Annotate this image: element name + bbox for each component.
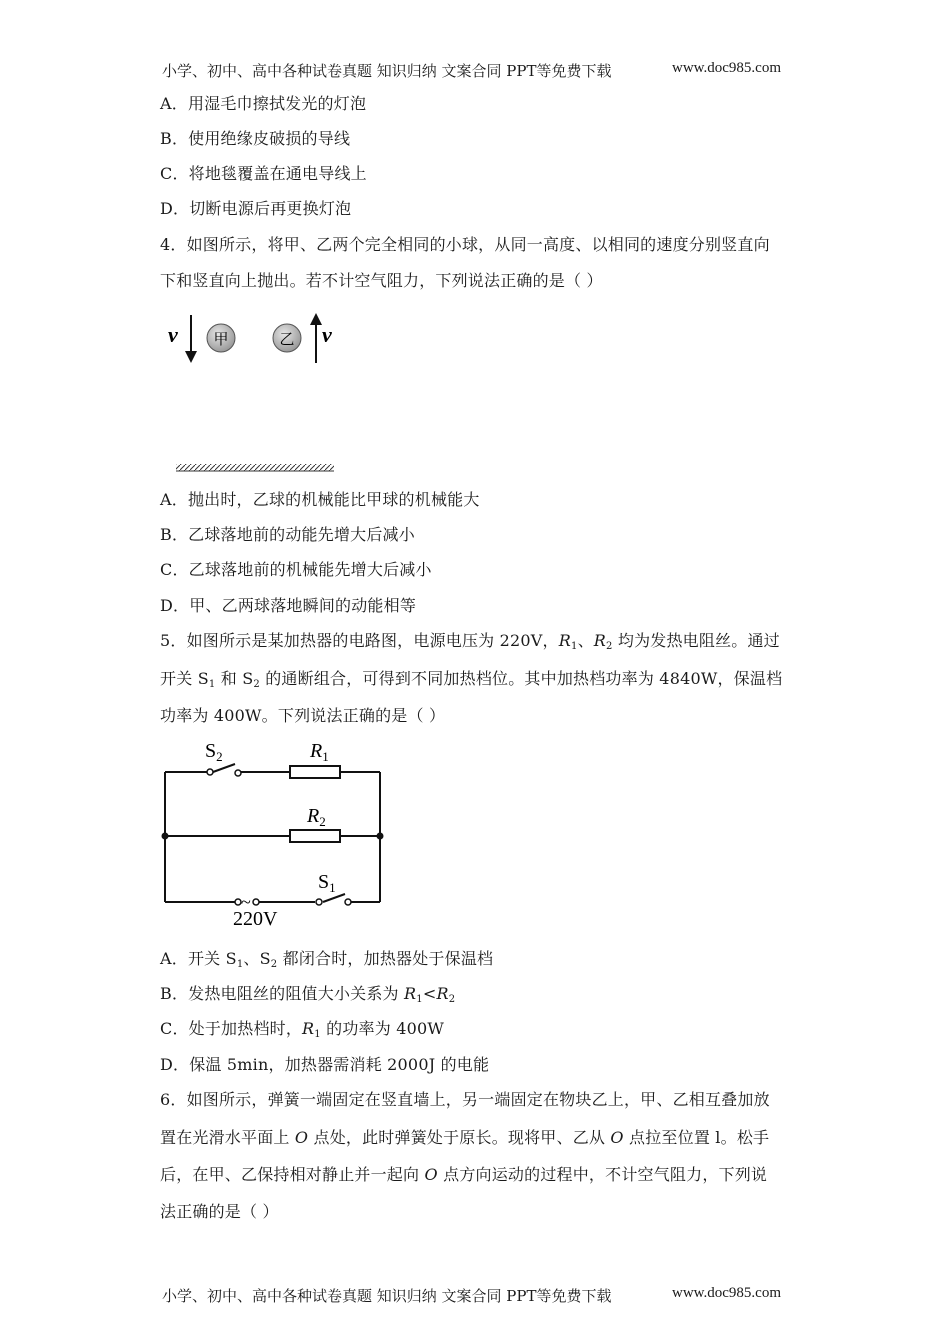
q5-option-a: A．开关 $S_1$、$S_2$ 都闭合时，加热器处于保温档 — [160, 949, 494, 970]
label-voltage: 220V — [233, 908, 278, 930]
label-s2: $S_2$ — [205, 740, 223, 764]
down-arrow-icon — [185, 315, 197, 363]
up-arrow-icon — [310, 313, 322, 363]
q6-stem-line3: 后，在甲、乙保持相对静止并一起向 O 点方向运动的过程中，不计空气阻力，下列说 — [160, 1165, 768, 1184]
header-site: www.doc985.com — [672, 60, 782, 76]
q4-figure — [160, 305, 350, 475]
footer-site: www.doc985.com — [672, 1285, 782, 1301]
q3-option-a: A．用湿毛巾擦拭发光的灯泡 — [160, 94, 367, 113]
q5-circuit-diagram — [155, 735, 395, 935]
ball-jia — [207, 324, 235, 352]
q6-stem-line1: 6．如图所示，弹簧一端固定在竖直墙上，另一端固定在物块乙上，甲、乙相互叠加放 — [160, 1090, 770, 1109]
q6-stem-line2: 置在光滑水平面上 O 点处，此时弹簧处于原长。现将甲、乙从 O 点拉至位置 l。松手 — [160, 1128, 770, 1147]
q5-option-c: C．处于加热档时，$R_1$ 的功率为 400W — [160, 1019, 445, 1040]
q4-option-c: C．乙球落地前的机械能先增大后减小 — [160, 560, 432, 579]
label-s1: $S_1$ — [318, 871, 336, 895]
resistor-r1 — [290, 766, 340, 778]
switch-s1 — [323, 894, 345, 902]
ball-yi — [273, 324, 301, 352]
page-footer — [162, 1285, 782, 1306]
ground-hatch — [176, 464, 334, 471]
q4-option-a: A．抛出时，乙球的机械能比甲球的机械能大 — [160, 490, 480, 509]
ball-jia-label: 甲 — [213, 332, 229, 348]
footer-text: 小学、初中、高中各种试卷真题 知识归纳 文案合同 PPT等免费下载 — [162, 1287, 612, 1305]
ball-yi-label: 乙 — [279, 332, 295, 348]
q5-stem-line3: 功率为 400W。下列说法正确的是（ ） — [160, 706, 446, 725]
label-r2: $R_2$ — [307, 805, 326, 829]
ac-tilde: ~ — [241, 892, 251, 912]
q4-option-b: B．乙球落地前的动能先增大后减小 — [160, 525, 415, 544]
velocity-label-right: v — [322, 322, 332, 347]
q3-option-d: D．切断电源后再更换灯泡 — [160, 199, 352, 218]
q5-stem-line2: 开关 $S_1$ 和 $S_2$ 的通断组合，可得到不同加热档位。其中加热档功率为 4840W，保温档 — [160, 669, 783, 690]
q4-stem-line1: 4．如图所示，将甲、乙两个完全相同的小球，从同一高度、以相同的速度分别竖直向 — [160, 235, 770, 254]
velocity-label-left: v — [168, 322, 178, 347]
label-r1: $R_1$ — [310, 740, 329, 764]
terminal-right — [253, 899, 259, 905]
q5-option-d: D．保温 5min，加热器需消耗 2000J 的电能 — [160, 1055, 490, 1074]
q5-stem-line1: 5．如图所示是某加热器的电路图，电源电压为 220V，$R_1$、$R_2$ 均为发热电阻丝。通过 — [160, 631, 780, 652]
q6-stem-line4: 法正确的是（ ） — [160, 1202, 279, 1221]
junction-right — [377, 833, 384, 840]
q5-option-b: B．发热电阻丝的阻值大小关系为 $R_1<R_2$ — [160, 984, 456, 1005]
q4-stem-line2: 下和竖直向上抛出。若不计空气阻力，下列说法正确的是（ ） — [160, 271, 603, 290]
switch-s2 — [213, 764, 235, 772]
q3-option-c: C．将地毯覆盖在通电导线上 — [160, 164, 367, 183]
q4-option-d: D．甲、乙两球落地瞬间的动能相等 — [160, 596, 417, 615]
q3-option-b: B．使用绝缘皮破损的导线 — [160, 129, 351, 148]
page-header — [162, 60, 782, 81]
junction-left — [162, 833, 169, 840]
header-text: 小学、初中、高中各种试卷真题 知识归纳 文案合同 PPT等免费下载 — [162, 62, 612, 80]
resistor-r2 — [290, 830, 340, 842]
